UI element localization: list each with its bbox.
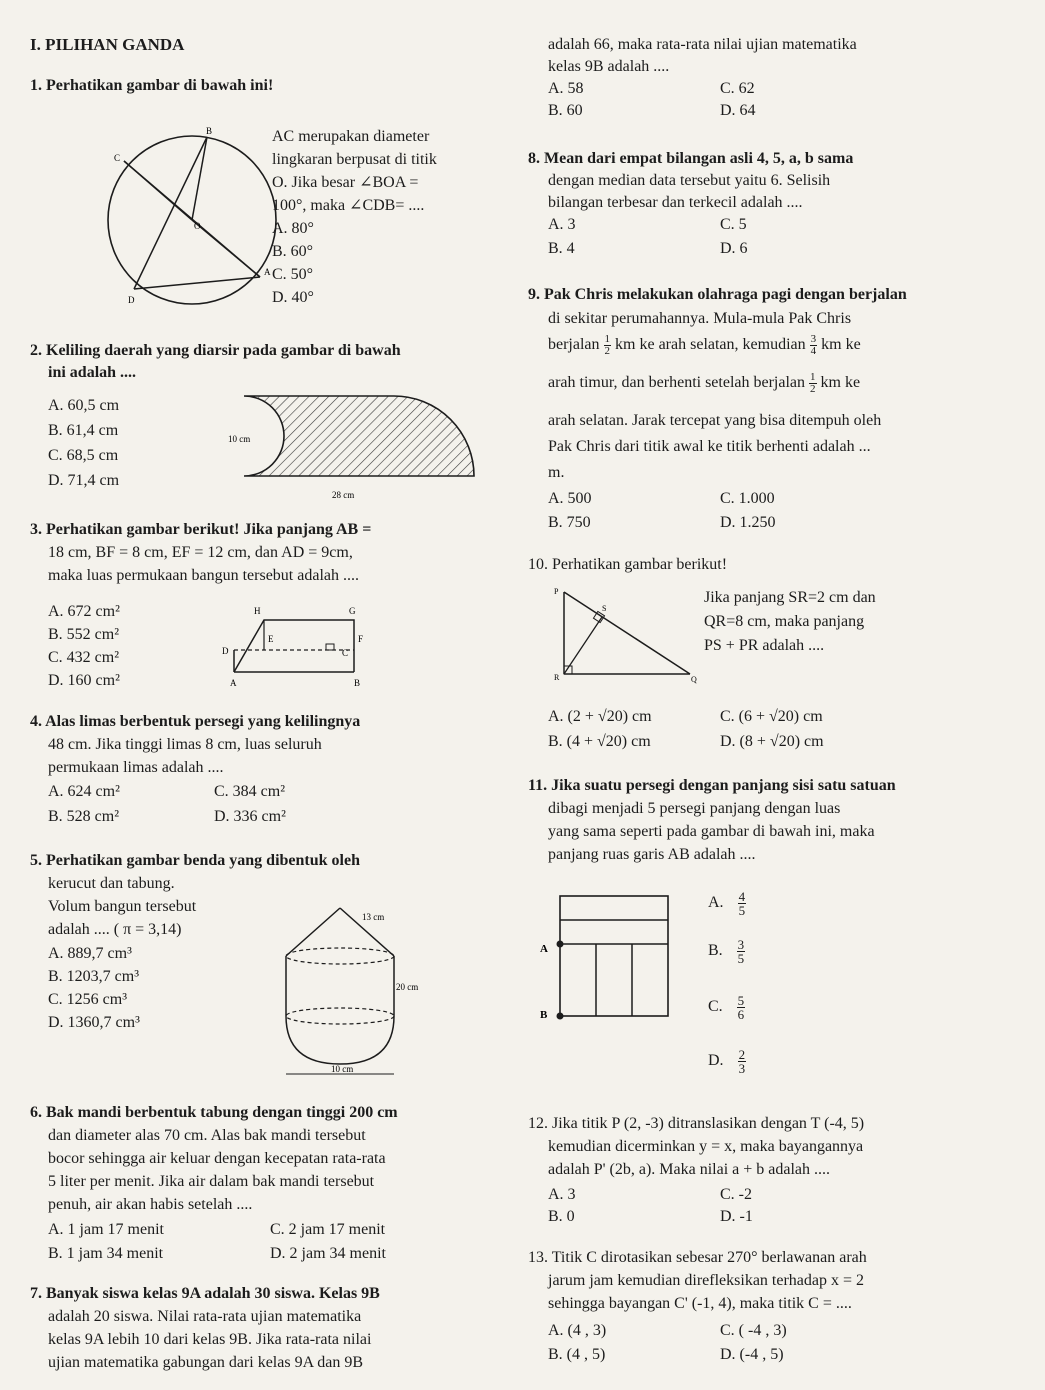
q5-diameter-label: 10 cm — [331, 1064, 354, 1074]
q3-stem-line: 3. Perhatikan gambar berikut! Jika panjang AB = — [30, 521, 372, 538]
frac-den: 5 — [738, 903, 746, 918]
q1-option-c[interactable]: C. 50° — [272, 266, 314, 283]
q9-option-d[interactable]: D. 1.250 — [720, 514, 776, 531]
q10-label-r: R — [554, 673, 560, 682]
q6-option-a[interactable]: A. 1 jam 17 menit — [48, 1221, 164, 1238]
q4-stem-line: permukaan limas adalah .... — [48, 759, 224, 776]
q5-stem-line: Volum bangun tersebut — [48, 898, 197, 915]
frac-num: 4 — [738, 889, 746, 904]
q6-stem-line: bocor sehingga air keluar dengan kecepatan rata-rata — [48, 1150, 386, 1167]
q10-side-text — [704, 586, 876, 658]
q12-option-c[interactable]: C. -2 — [720, 1186, 752, 1203]
q9-fraction-2 — [810, 334, 818, 357]
q1-label-b: B — [206, 126, 213, 136]
q10-triangle-figure — [540, 584, 700, 684]
q9-stem-line: m. — [548, 464, 565, 481]
q3-stem-line: maka luas permukaan bangun tersebut adalah .... — [48, 567, 359, 584]
option-fraction — [737, 994, 746, 1021]
frac-num: 1 — [810, 371, 816, 383]
q2-option-d[interactable]: D. 71,4 cm — [48, 472, 120, 489]
q5-stem-line: kerucut dan tabung. — [48, 875, 175, 892]
q8-option-a[interactable]: A. 3 — [548, 216, 576, 233]
q10-side-line: QR=8 cm, maka panjang — [704, 613, 865, 630]
q5-option-b[interactable]: B. 1203,7 cm³ — [48, 968, 140, 985]
q13-stem — [528, 1246, 867, 1315]
q1-side-line: 100°, maka ∠CDB= .... — [272, 197, 425, 214]
q8-stem-line: 8. Mean dari empat bilangan asli 4, 5, a, b sama — [528, 150, 854, 167]
q10-stem: 10. Perhatikan gambar berikut! — [528, 556, 728, 573]
q4-option-d[interactable]: D. 336 cm² — [214, 808, 286, 825]
q7-option-b[interactable]: B. 60 — [548, 102, 583, 119]
q5-height-label: 20 cm — [396, 982, 419, 992]
q10-label-q: Q — [691, 675, 697, 684]
q7-option-a[interactable]: A. 58 — [548, 80, 584, 97]
q4-stem — [30, 710, 360, 779]
q9-text: km ke — [821, 336, 861, 354]
frac-num: 3 — [810, 333, 817, 345]
frac-den: 6 — [737, 1007, 745, 1022]
q4-option-c[interactable]: C. 384 cm² — [214, 783, 286, 800]
q5-options — [48, 942, 140, 1034]
q9-stem-line-4 — [548, 372, 860, 395]
q5-stem-line: 5. Perhatikan gambar benda yang dibentuk oleh — [30, 852, 360, 869]
option-fraction — [737, 938, 746, 965]
section-title: I. PILIHAN GANDA — [30, 35, 185, 54]
q1-option-d[interactable]: D. 40° — [272, 289, 314, 306]
q7-option-d[interactable]: D. 64 — [720, 102, 756, 119]
q8-stem-line: dengan median data tersebut yaitu 6. Selisih — [548, 172, 831, 189]
q12-option-b[interactable]: B. 0 — [548, 1208, 575, 1225]
q3-label-c: C — [342, 648, 349, 658]
q3-label-f: F — [358, 634, 364, 644]
frac-num: 1 — [604, 333, 611, 345]
q11-option-c[interactable] — [708, 994, 745, 1021]
q1-label-c: C — [114, 153, 121, 163]
q9-text: berjalan — [548, 336, 600, 354]
q11-stem — [528, 774, 896, 866]
q10-label-s: S — [602, 604, 607, 613]
q11-option-a[interactable] — [708, 890, 746, 917]
q7-stem-line: kelas 9B adalah .... — [548, 58, 670, 75]
q3-label-g: G — [349, 606, 356, 616]
frac-den: 3 — [738, 1061, 746, 1076]
q2-stem-line: 2. Keliling daerah yang diarsir pada gambar di bawah — [30, 342, 401, 359]
q1-side-line: AC merupakan diameter — [272, 128, 430, 145]
q11-label-a: A — [540, 943, 548, 955]
q9-text: km ke — [820, 374, 861, 392]
q7-stem-line: 7. Banyak siswa kelas 9A adalah 30 siswa. Kelas 9B — [30, 1285, 380, 1302]
frac-num: 5 — [737, 993, 745, 1008]
q3-option-b[interactable]: B. 552 cm² — [48, 626, 120, 643]
q3-prism-figure — [204, 600, 374, 690]
frac-num: 3 — [737, 937, 745, 952]
q9-fraction-1 — [604, 334, 612, 357]
q9-option-c[interactable]: C. 1.000 — [720, 490, 775, 507]
q9-stem-line: di sekitar perumahannya. Mula-mula Pak Chris — [548, 310, 852, 327]
q4-option-a[interactable]: A. 624 cm² — [48, 783, 120, 800]
q1-side-line: lingkaran berpusat di titik — [272, 151, 437, 168]
q5-option-a[interactable]: A. 889,7 cm³ — [48, 945, 132, 962]
q10-option-d[interactable]: D. (8 + √20) cm — [720, 733, 824, 750]
q2-width-label: 28 cm — [332, 490, 355, 500]
q5-stem-line: adalah .... ( π = 3,14) — [48, 921, 182, 938]
q2-option-a[interactable]: A. 60,5 cm — [48, 397, 120, 414]
q2-height-label: 10 cm — [228, 434, 251, 444]
q9-text: km ke arah selatan, kemudian — [615, 336, 806, 354]
q5-option-d[interactable]: D. 1360,7 cm³ — [48, 1014, 140, 1031]
q5-cone-cylinder-figure — [276, 898, 419, 1080]
q11-stem-line: 11. Jika suatu persegi dengan panjang sisi satu satuan — [528, 777, 896, 794]
q3-stem-line: 18 cm, BF = 8 cm, EF = 12 cm, dan AD = 9cm, — [48, 544, 353, 561]
q1-stem: 1. Perhatikan gambar di bawah ini! — [30, 77, 274, 94]
q6-option-c[interactable]: C. 2 jam 17 menit — [270, 1221, 386, 1238]
q9-fraction-3 — [809, 372, 817, 395]
q12-option-d[interactable]: D. -1 — [720, 1208, 753, 1225]
q1-label-o: O — [194, 221, 201, 231]
q13-stem-line: sehingga bayangan C' (-1, 4), maka titik C = .... — [548, 1295, 852, 1312]
q3-label-b: B — [354, 678, 361, 688]
q11-stem-line: yang sama seperti pada gambar di bawah ini, maka — [548, 823, 875, 840]
q11-square-figure — [534, 890, 684, 1030]
q6-stem — [30, 1101, 398, 1216]
frac-num: 2 — [738, 1047, 746, 1062]
q3-options — [48, 600, 120, 692]
q8-stem — [528, 148, 853, 214]
q3-label-e: E — [268, 634, 274, 644]
q11-option-b[interactable] — [708, 938, 745, 965]
q9-stem-line: arah selatan. Jarak tercepat yang bisa ditempuh oleh — [548, 412, 882, 429]
option-letter: C. — [708, 998, 723, 1016]
option-letter: B. — [708, 942, 723, 960]
q3-label-h: H — [254, 606, 261, 616]
q13-option-c[interactable]: C. ( -4 , 3) — [720, 1322, 787, 1339]
q1-label-a: A — [264, 267, 271, 277]
q9-text: arah timur, dan berhenti setelah berjalan — [548, 374, 806, 392]
q9-stem-line-3 — [548, 334, 861, 357]
q9-stem-line: 9. Pak Chris melakukan olahraga pagi dengan berjalan — [528, 286, 907, 303]
q1-option-a[interactable]: A. 80° — [272, 220, 314, 237]
q8-option-c[interactable]: C. 5 — [720, 216, 747, 233]
frac-den: 5 — [737, 951, 745, 966]
q10-option-b[interactable]: B. (4 + √20) cm — [548, 733, 651, 750]
q2-stem-line: ini adalah .... — [48, 364, 137, 381]
q8-stem-line: bilangan terbesar dan terkecil adalah .... — [548, 194, 803, 211]
q6-option-b[interactable]: B. 1 jam 34 menit — [48, 1245, 164, 1262]
q7-stem-right — [548, 34, 857, 78]
q3-stem — [30, 518, 371, 587]
q9-option-a[interactable]: A. 500 — [548, 490, 592, 507]
q6-stem-line: 6. Bak mandi berbentuk tabung dengan tinggi 200 cm — [30, 1104, 398, 1121]
q9-option-b[interactable]: B. 750 — [548, 514, 591, 531]
q6-stem-line: 5 liter per menit. Jika air dalam bak mandi tersebut — [48, 1173, 375, 1190]
q3-option-a[interactable]: A. 672 cm² — [48, 603, 120, 620]
q11-stem-line: dibagi menjadi 5 persegi panjang dengan luas — [548, 800, 841, 817]
q10-side-line: PS + PR adalah .... — [704, 637, 825, 654]
q12-stem-line: adalah P' (2b, a). Maka nilai a + b adalah .... — [548, 1161, 831, 1178]
option-fraction — [738, 1048, 747, 1075]
q6-option-d[interactable]: D. 2 jam 34 menit — [270, 1245, 386, 1262]
q7-stem-line: kelas 9A lebih 10 dari kelas 9B. Jika rata-rata nilai — [48, 1331, 372, 1348]
q1-side-text — [272, 125, 437, 309]
q10-option-a[interactable]: A. (2 + √20) cm — [548, 708, 652, 725]
option-letter: D. — [708, 1052, 724, 1070]
q5-slant-label: 13 cm — [362, 912, 385, 922]
q12-stem-line: kemudian dicerminkan y = x, maka bayangannya — [548, 1138, 864, 1155]
q10-side-line: Jika panjang SR=2 cm dan — [704, 589, 876, 606]
q12-stem — [528, 1112, 864, 1181]
q6-stem-line: penuh, air akan habis setelah .... — [48, 1196, 253, 1213]
frac-den: 2 — [810, 383, 816, 395]
q13-stem-line: 13. Titik C dirotasikan sebesar 270° berlawanan arah — [528, 1249, 867, 1266]
q3-label-a: A — [230, 678, 237, 688]
q11-stem-line: panjang ruas garis AB adalah .... — [548, 846, 756, 863]
q4-option-b[interactable]: B. 528 cm² — [48, 808, 120, 825]
q7-option-c[interactable]: C. 62 — [720, 80, 755, 97]
q3-option-c[interactable]: C. 432 cm² — [48, 649, 120, 666]
q5-option-c[interactable]: C. 1256 cm³ — [48, 991, 128, 1008]
q4-stem-line: 48 cm. Jika tinggi limas 8 cm, luas seluruh — [48, 736, 322, 753]
q1-circle-figure — [94, 125, 274, 310]
q11-label-b: B — [540, 1009, 548, 1021]
q11-option-d[interactable] — [708, 1048, 746, 1075]
q1-label-d: D — [128, 295, 135, 305]
q8-option-d[interactable]: D. 6 — [720, 240, 748, 257]
q13-option-a[interactable]: A. (4 , 3) — [548, 1322, 607, 1339]
q7-stem-left — [30, 1282, 380, 1374]
q2-shaded-figure — [204, 392, 500, 502]
frac-den: 4 — [810, 345, 817, 357]
q1-side-line: O. Jika besar ∠BOA = — [272, 174, 419, 191]
q2-option-c[interactable]: C. 68,5 cm — [48, 447, 119, 464]
q2-option-b[interactable]: B. 61,4 cm — [48, 422, 119, 439]
q13-option-d[interactable]: D. (-4 , 5) — [720, 1346, 784, 1363]
q10-option-c[interactable]: C. (6 + √20) cm — [720, 708, 823, 725]
q9-stem-line: Pak Chris dari titik awal ke titik berhenti adalah ... — [548, 438, 871, 455]
option-fraction — [738, 890, 747, 917]
q7-stem-line: adalah 66, maka rata-rata nilai ujian matematika — [548, 36, 857, 53]
q7-stem-line: ujian matematika gabungan dari kelas 9A dan 9B — [48, 1354, 364, 1371]
frac-den: 2 — [604, 345, 611, 357]
q4-stem-line: 4. Alas limas berbentuk persegi yang kelilingnya — [30, 713, 361, 730]
q10-label-p: P — [554, 587, 559, 596]
q6-stem-line: dan diameter alas 70 cm. Alas bak mandi tersebut — [48, 1127, 366, 1144]
q13-stem-line: jarum jam kemudian direfleksikan terhadap x = 2 — [548, 1272, 865, 1289]
q7-stem-line: adalah 20 siswa. Nilai rata-rata ujian matematika — [48, 1308, 362, 1325]
q2-options — [48, 393, 119, 493]
q3-label-d: D — [222, 646, 229, 656]
q12-option-a[interactable]: A. 3 — [548, 1186, 576, 1203]
q1-option-b[interactable]: B. 60° — [272, 243, 314, 260]
q8-option-b[interactable]: B. 4 — [548, 240, 575, 257]
q3-option-d[interactable]: D. 160 cm² — [48, 672, 120, 689]
option-letter: A. — [708, 894, 724, 912]
q12-stem-line: 12. Jika titik P (2, -3) ditranslasikan dengan T (-4, 5) — [528, 1115, 865, 1132]
q13-option-b[interactable]: B. (4 , 5) — [548, 1346, 606, 1363]
